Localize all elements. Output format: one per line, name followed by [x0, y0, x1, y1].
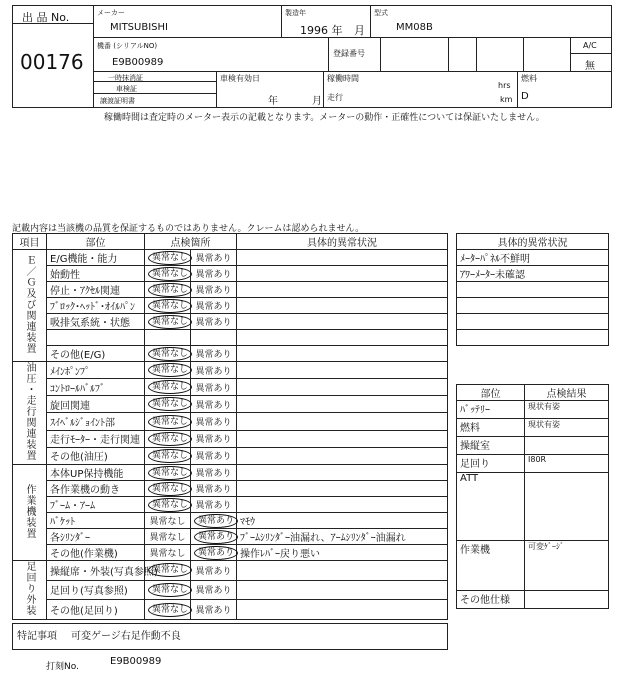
serial-value: E9B00989 — [112, 57, 164, 68]
km-unit: km — [500, 95, 513, 104]
result-part-cell: 燃料 — [457, 419, 525, 437]
result-value-cell — [525, 473, 609, 541]
table-row — [457, 419, 609, 437]
table-row — [457, 250, 609, 266]
detail-cell — [237, 465, 448, 481]
detail-cell — [237, 282, 448, 298]
reg-label: 登録番号 — [333, 49, 365, 58]
ok-option: 異常なし — [148, 498, 192, 512]
cert-3: 譲渡証明書 — [100, 97, 135, 105]
stamp-value: E9B00989 — [110, 656, 162, 667]
detail-cell — [237, 600, 448, 620]
table-row — [13, 545, 448, 561]
ok-option: 異常なし — [148, 583, 192, 597]
ok-option: 異常なし — [148, 363, 192, 377]
ng-cell — [191, 379, 237, 396]
part-cell: 操縦席・外装(写真参照) — [47, 561, 145, 581]
detail-cell — [237, 379, 448, 396]
ng-option: 異常あり — [195, 286, 232, 296]
ok-option: 異常なし — [148, 267, 192, 281]
ok-cell — [145, 250, 191, 266]
table-row — [13, 330, 448, 346]
ng-option: 異常あり — [195, 418, 232, 429]
result-value-cell — [525, 591, 609, 609]
group-label: 油圧・走行関連装置 — [24, 362, 35, 461]
divider — [370, 5, 371, 37]
result-value-cell — [525, 437, 609, 455]
detail-cell: ﾏﾓｳ — [237, 513, 448, 529]
part-cell: 吸排気系統・状態 — [47, 314, 145, 330]
ok-cell — [145, 580, 191, 600]
table-row — [13, 314, 448, 330]
ok-cell — [145, 330, 191, 346]
ng-option: 異常あり — [195, 606, 232, 617]
table-row — [457, 401, 609, 419]
year-label: 製造年 — [285, 9, 306, 17]
detail-cell — [237, 250, 448, 266]
ng-option: 異常あり — [194, 546, 238, 560]
part-cell: ｽｲﾍﾞﾙｼﾞｮｲﾝﾄ部 — [47, 413, 145, 430]
ng-option: 異常あり — [195, 469, 232, 479]
table-row — [13, 298, 448, 314]
issue-cell — [457, 314, 609, 330]
group-label: 足回り外装 — [24, 561, 35, 616]
ok-cell — [145, 481, 191, 497]
col-header-part: 部位 — [47, 234, 145, 250]
part-cell: その他(作業機) — [47, 545, 145, 561]
right-result-table — [456, 384, 609, 609]
part-cell: その他(油圧) — [47, 447, 145, 464]
ok-option: 異常なし — [149, 533, 186, 543]
ok-option: 異常なし — [149, 549, 186, 559]
model-label: 型式 — [374, 9, 388, 17]
divider — [570, 37, 571, 71]
ng-cell — [191, 266, 237, 282]
table-row — [13, 600, 448, 620]
table-row — [13, 497, 448, 513]
ng-option: 異常あり — [195, 366, 232, 377]
ok-option: 異常なし — [148, 315, 192, 329]
table-row — [457, 298, 609, 314]
ac-value: 無 — [585, 61, 595, 72]
ng-cell — [191, 561, 237, 581]
ok-cell — [145, 600, 191, 620]
detail-cell — [237, 362, 448, 379]
divider — [94, 37, 612, 38]
ok-cell — [145, 396, 191, 413]
ng-cell — [191, 465, 237, 481]
part-cell: 各作業機の動き — [47, 481, 145, 497]
right-issue-header: 具体的異常状況 — [457, 234, 609, 250]
ng-option: 異常あり — [195, 566, 232, 577]
ok-option: 異常なし — [148, 432, 192, 446]
right-result-header-result: 点検結果 — [525, 385, 609, 401]
divider — [94, 93, 216, 94]
detail-cell: 操作ﾚﾊﾞｰ戻り悪い — [237, 545, 448, 561]
ac-label: A/C — [583, 41, 597, 50]
ok-option: 異常なし — [148, 466, 192, 480]
detail-cell — [237, 298, 448, 314]
header-note: 稼働時間は査定時のメーター表示の記載となります。メーターの動作・正確性については保証いたしません。 — [104, 113, 545, 123]
part-cell: 旋回関連 — [47, 396, 145, 413]
detail-cell — [237, 346, 448, 362]
part-cell: 本体UP保持機能 — [47, 465, 145, 481]
ok-option: 異常なし — [148, 449, 192, 463]
ng-cell — [191, 330, 237, 346]
inspection-year: 年 — [268, 96, 278, 107]
hours-label: 稼働時間 — [327, 74, 359, 83]
year-value: 1996 年 — [300, 24, 343, 37]
divider — [570, 53, 612, 54]
ng-cell — [191, 346, 237, 362]
ng-cell — [191, 396, 237, 413]
issue-cell: ｱﾜｰﾒｰﾀｰ未確認 — [457, 266, 609, 282]
part-cell: 足回り(写真参照) — [47, 580, 145, 600]
divider — [517, 71, 518, 108]
ng-option: 異常あり — [195, 452, 232, 463]
part-cell: ﾒｲﾝﾎﾟﾝﾌﾟ — [47, 362, 145, 379]
table-row — [13, 430, 448, 447]
ng-option: 異常あり — [195, 270, 232, 280]
ok-cell — [145, 282, 191, 298]
ng-cell — [191, 481, 237, 497]
ng-option: 異常あり — [195, 400, 232, 411]
part-cell: 走行ﾓｰﾀｰ・走行関連 — [47, 430, 145, 447]
part-cell: その他(E/G) — [47, 346, 145, 362]
part-cell: ﾌﾞｰﾑ・ｱｰﾑ — [47, 497, 145, 513]
table-row — [457, 473, 609, 541]
inspection-month: 月 — [312, 96, 322, 107]
table-row — [13, 481, 448, 497]
detail-cell — [237, 447, 448, 464]
lot-number: 00176 — [20, 50, 84, 74]
divider — [328, 37, 329, 71]
ok-cell — [145, 314, 191, 330]
issue-cell — [457, 298, 609, 314]
table-row — [13, 529, 448, 545]
divider — [323, 71, 324, 108]
ng-cell — [191, 447, 237, 464]
result-value-cell: 可変ｹﾞｰｼﾞ — [525, 541, 609, 591]
special-text: 可変ゲージ右足作動不良 — [71, 631, 181, 642]
table-row — [13, 266, 448, 282]
result-part-cell: ATT — [457, 473, 525, 541]
detail-cell — [237, 266, 448, 282]
group-label: Ｅ／Ｇ及び関連装置 — [24, 254, 35, 354]
ok-option: 異常なし — [148, 482, 192, 496]
fuel-label: 燃料 — [521, 74, 537, 83]
divider — [523, 37, 524, 71]
part-cell: ﾌﾞﾛｯｸ･ﾍｯﾄﾞ･ｵｲﾙﾊﾟﾝ — [47, 298, 145, 314]
detail-cell — [237, 430, 448, 447]
ng-cell — [191, 314, 237, 330]
group-label-cell — [13, 362, 47, 465]
ok-cell — [145, 346, 191, 362]
maker-value: MITSUBISHI — [110, 22, 168, 33]
table-row — [457, 314, 609, 330]
table-row — [13, 250, 448, 266]
ok-option: 異常なし — [148, 563, 192, 577]
ok-option: 異常なし — [148, 397, 192, 411]
table-row — [13, 465, 448, 481]
ng-cell — [191, 413, 237, 430]
ok-cell — [145, 545, 191, 561]
detail-cell — [237, 580, 448, 600]
serial-label: 機番 (シリアルNO) — [97, 42, 158, 50]
ng-cell — [191, 513, 237, 529]
detail-cell — [237, 330, 448, 346]
part-cell: ｺﾝﾄﾛｰﾙﾊﾞﾙﾌﾞ — [47, 379, 145, 396]
ok-cell — [145, 561, 191, 581]
fuel-value: D — [521, 91, 529, 102]
table-row — [13, 413, 448, 430]
ng-option: 異常あり — [195, 435, 232, 446]
ng-option: 異常あり — [195, 254, 232, 264]
ng-cell — [191, 430, 237, 447]
ok-cell — [145, 266, 191, 282]
divider — [476, 37, 477, 71]
table-row — [13, 513, 448, 529]
ok-option: 異常なし — [148, 415, 192, 429]
ng-option: 異常あり — [195, 318, 232, 328]
ng-cell — [191, 529, 237, 545]
right-result-header-part: 部位 — [457, 385, 525, 401]
table-row — [457, 282, 609, 298]
hrs-unit: hrs — [498, 81, 511, 90]
table-row — [13, 379, 448, 396]
ok-cell — [145, 465, 191, 481]
ok-cell — [145, 430, 191, 447]
detail-cell: ﾌﾞｰﾑｼﾘﾝﾀﾞｰ油漏れ、ｱｰﾑｼﾘﾝﾀﾞｰ油漏れ — [237, 529, 448, 545]
ng-option: 異常あり — [195, 302, 232, 312]
special-label: 特記事項 — [17, 631, 57, 642]
divider — [94, 71, 612, 72]
ok-option: 異常なし — [148, 380, 192, 394]
result-part-cell: ﾊﾞｯﾃﾘｰ — [457, 401, 525, 419]
divider — [380, 37, 381, 71]
result-value-cell: 現状有姿 — [525, 419, 609, 437]
table-row — [457, 455, 609, 473]
ok-option: 異常なし — [148, 603, 192, 617]
group-label-cell — [13, 465, 47, 561]
ok-option: 異常なし — [148, 283, 192, 297]
ok-cell — [145, 529, 191, 545]
detail-cell — [237, 413, 448, 430]
ng-option: 異常あり — [195, 485, 232, 495]
divider — [281, 5, 282, 37]
ng-option: 異常あり — [195, 383, 232, 394]
right-issue-table — [456, 233, 609, 346]
table-row — [457, 330, 609, 346]
part-cell: 停止・ｱｸｾﾙ関連 — [47, 282, 145, 298]
result-value-cell: I80R — [525, 455, 609, 473]
ng-cell — [191, 600, 237, 620]
ng-cell — [191, 362, 237, 379]
ok-option: 異常なし — [148, 299, 192, 313]
part-cell: その他(足回り) — [47, 600, 145, 620]
lot-label: 出 品 No. — [22, 11, 70, 24]
ng-cell — [191, 298, 237, 314]
ng-cell — [191, 497, 237, 513]
ok-option: 異常なし — [148, 251, 192, 265]
cert-2: 車検証 — [116, 85, 137, 93]
table-row — [13, 580, 448, 600]
part-cell — [47, 330, 145, 346]
inspection-table — [12, 233, 448, 620]
group-label: 作業機装置 — [24, 483, 35, 539]
issue-cell — [457, 282, 609, 298]
ng-cell — [191, 282, 237, 298]
ok-cell — [145, 413, 191, 430]
ok-cell — [145, 447, 191, 464]
ok-option: 異常なし — [148, 347, 192, 361]
ng-cell — [191, 545, 237, 561]
group-label-cell — [13, 250, 47, 362]
detail-cell — [237, 497, 448, 513]
ok-cell — [145, 362, 191, 379]
ng-cell — [191, 580, 237, 600]
inspection-label: 車検有効日 — [220, 74, 260, 83]
ok-option: 異常なし — [149, 517, 186, 527]
result-part-cell: 足回り — [457, 455, 525, 473]
detail-cell — [237, 396, 448, 413]
issue-cell: ﾒｰﾀｰﾊﾟﾈﾙ不鮮明 — [457, 250, 609, 266]
month-label: 月 — [354, 24, 365, 37]
table-row — [13, 362, 448, 379]
part-cell: E/G機能・能力 — [47, 250, 145, 266]
table-row — [13, 561, 448, 581]
stamp-label: 打刻No. — [46, 662, 79, 672]
disclaimer: 記載内容は当該機の品質を保証するものではありません。クレームは認められません。 — [12, 224, 365, 234]
result-part-cell: 操縦室 — [457, 437, 525, 455]
col-header-detail: 具体的異常状況 — [237, 234, 448, 250]
table-row — [13, 346, 448, 362]
col-header-item: 項目 — [13, 234, 47, 250]
part-cell: 始動性 — [47, 266, 145, 282]
table-row — [457, 437, 609, 455]
part-cell: 各ｼﾘﾝﾀﾞｰ — [47, 529, 145, 545]
table-header-row — [13, 234, 448, 250]
group-label-cell — [13, 561, 47, 620]
table-row — [457, 541, 609, 591]
table-row — [457, 591, 609, 609]
ok-cell — [145, 298, 191, 314]
ng-option: 異常あり — [195, 501, 232, 511]
cert-1: 一時抹消証 — [108, 74, 143, 82]
detail-cell — [237, 561, 448, 581]
travel-label: 走行 — [327, 93, 343, 102]
ok-cell — [145, 497, 191, 513]
table-row — [457, 266, 609, 282]
maker-label: メーカー — [97, 9, 125, 17]
issue-cell — [457, 330, 609, 346]
model-value: MM08B — [396, 22, 433, 33]
part-cell: ﾊﾞｹｯﾄ — [47, 513, 145, 529]
table-row — [13, 447, 448, 464]
ng-option: 異常あり — [195, 350, 232, 360]
result-part-cell: 作業機 — [457, 541, 525, 591]
ng-cell — [191, 250, 237, 266]
ok-cell — [145, 513, 191, 529]
result-part-cell: その他仕様 — [457, 591, 525, 609]
detail-cell — [237, 481, 448, 497]
table-row — [13, 396, 448, 413]
divider — [448, 37, 449, 71]
detail-cell — [237, 314, 448, 330]
ng-option: 異常あり — [195, 586, 232, 597]
col-header-check: 点検箇所 — [145, 234, 237, 250]
ng-option: 異常あり — [194, 530, 238, 544]
result-value-cell: 現状有姿 — [525, 401, 609, 419]
divider — [216, 71, 217, 108]
ok-cell — [145, 379, 191, 396]
table-row — [13, 282, 448, 298]
ng-option: 異常あり — [194, 514, 238, 528]
